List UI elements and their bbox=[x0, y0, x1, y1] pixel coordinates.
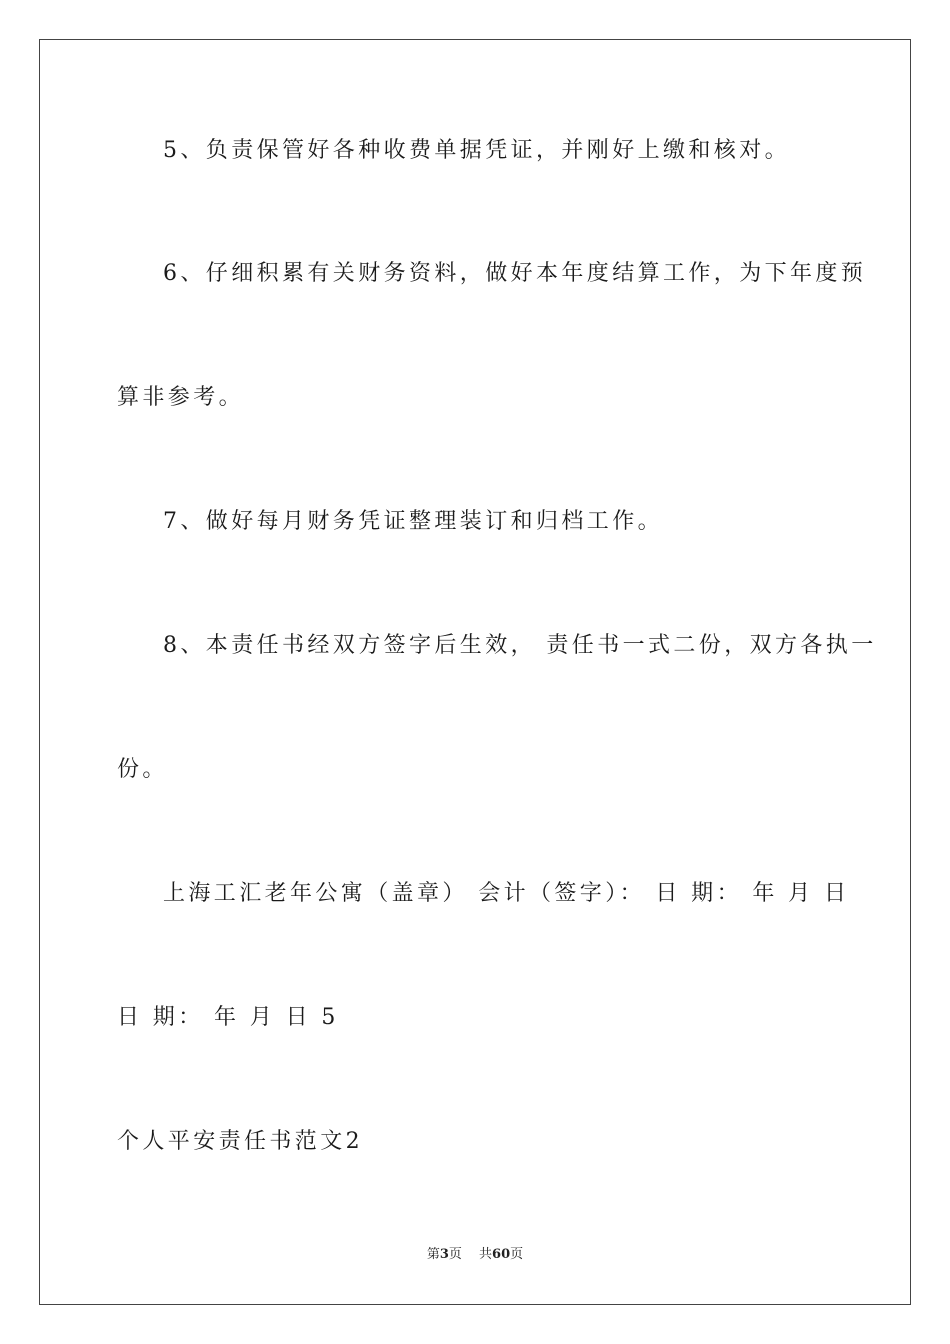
paragraph-item-8: 8、本责任书经双方签字后生效， 责任书一式二份，双方各执一 bbox=[163, 633, 877, 658]
footer-prefix: 第 bbox=[426, 1247, 440, 1262]
signature-line: 上海工汇老年公寓（盖章） 会计（签字）： 日 期： 年 月 日 bbox=[163, 881, 850, 906]
paragraph-item-6: 6、仔细积累有关财务资料，做好本年度结算工作，为下年度预 bbox=[163, 261, 867, 286]
paragraph-item-6-continued: 算非参考。 bbox=[117, 385, 245, 410]
footer-total-pages: 60 bbox=[492, 1247, 511, 1262]
paragraph-item-7: 7、做好每月财务凭证整理装订和归档工作。 bbox=[163, 509, 663, 534]
footer-current-page: 3 bbox=[439, 1247, 449, 1262]
date-line: 日 期： 年 月 日 5 bbox=[117, 1005, 339, 1030]
footer-middle: 页 共 bbox=[448, 1247, 493, 1262]
paragraph-item-5: 5、负责保管好各种收费单据凭证，并刚好上缴和核对。 bbox=[163, 138, 790, 163]
footer-suffix: 页 bbox=[510, 1247, 524, 1262]
section-heading: 个人平安责任书范文2 bbox=[117, 1129, 363, 1154]
page-border bbox=[39, 39, 911, 1305]
paragraph-item-8-continued: 份。 bbox=[117, 757, 168, 782]
page-footer bbox=[0, 1246, 950, 1264]
